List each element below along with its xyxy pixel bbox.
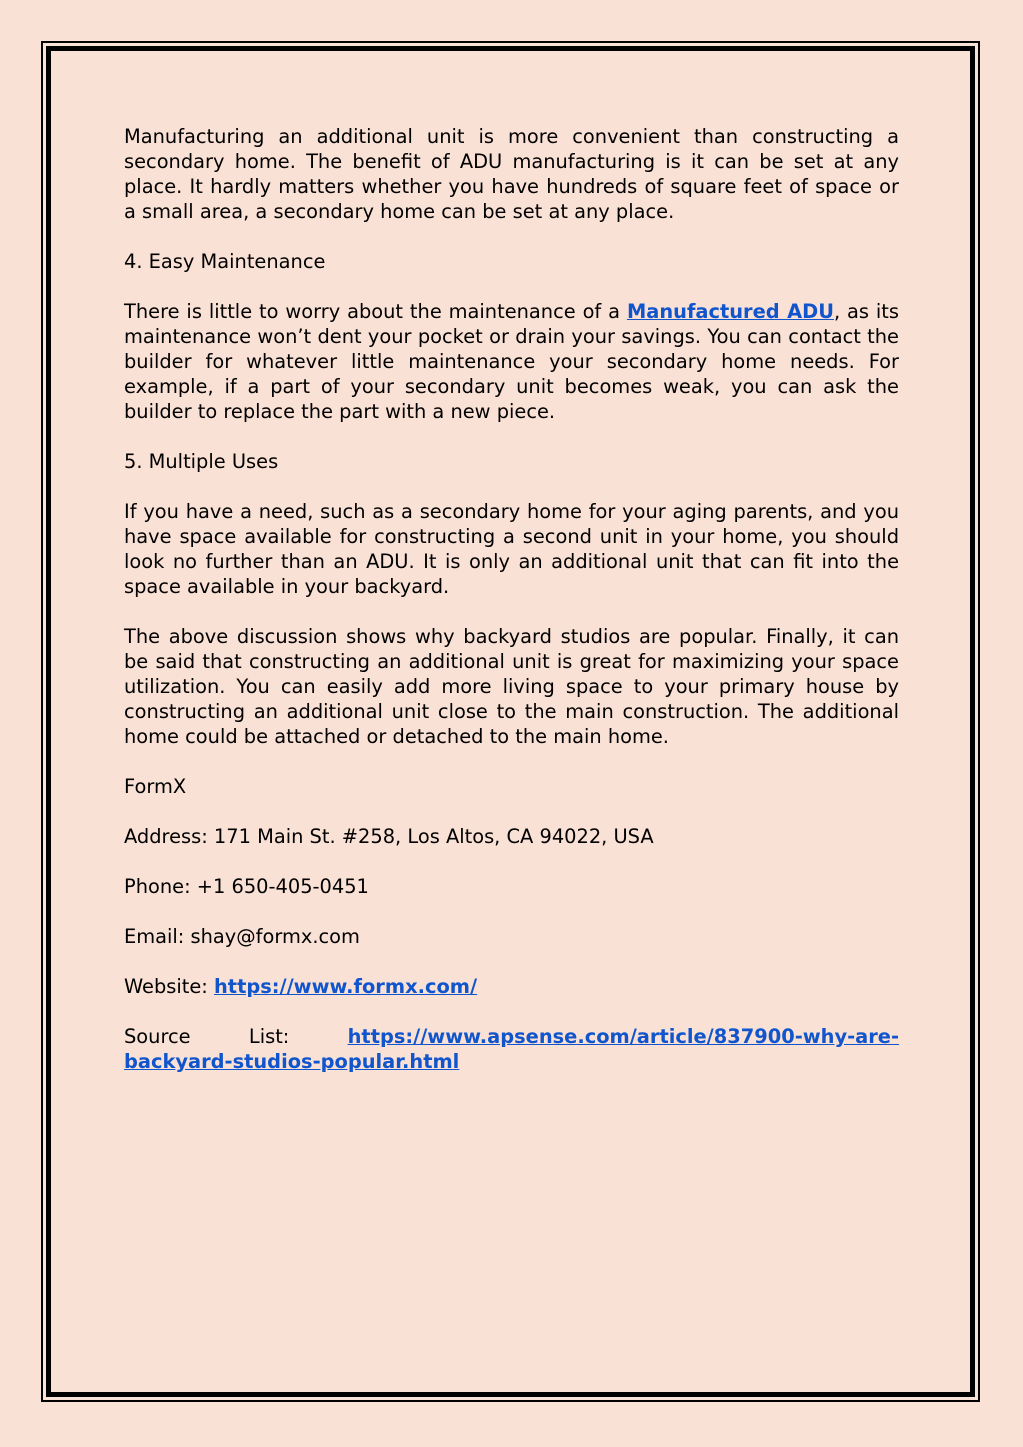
document-body — [124, 124, 899, 1099]
website-label: Website: — [124, 975, 214, 998]
paragraph-conclusion: The above discussion shows why backyard studios are popular. Finally, it can be said that constructing an additional unit is great for maximizing your space utilization. You can easily add more living space to your primary house by constructing an additional unit close to the main construction. The additional home could be attached or detached to the main home. — [124, 625, 899, 748]
contact-website — [124, 974, 899, 999]
contact-email: Email: shay@formx.com — [124, 925, 360, 948]
paragraph-maintenance-text-after: , as its maintenance won’t dent your pocket or drain your savings. You can contact the builder for whatever little maintenance your secondary home needs. For example, if a part of your secondary unit becomes weak, you can ask the builder to replace the part with a new piece. — [124, 300, 900, 423]
heading-multiple-uses: 5. Multiple Uses — [124, 450, 279, 473]
manufactured-adu-link[interactable]: Manufactured ADU — [626, 300, 834, 323]
website-link[interactable]: https://www.formx.com/ — [214, 975, 478, 998]
paragraph-multiple-uses: If you have a need, such as a secondary home for your aging parents, and you have space available for constructing a second unit in your home, you should look no further than an ADU. It is only an additional unit that can fit into the space available in your backyard. — [124, 500, 899, 598]
paragraph-maintenance — [124, 299, 899, 424]
contact-address: Address: 171 Main St. #258, Los Altos, CA 94022, USA — [124, 825, 654, 848]
source-list — [124, 1024, 899, 1074]
heading-easy-maintenance: 4. Easy Maintenance — [124, 250, 326, 273]
company-name: FormX — [124, 775, 187, 798]
contact-phone: Phone: +1 650-405-0451 — [124, 875, 369, 898]
source-list-label: Source List: — [124, 1025, 348, 1048]
source-list-link[interactable]: https://www.apsense.com/article/837900-why-are-backyard-studios-popular.html — [124, 1025, 899, 1073]
paragraph-manufacturing: Manufacturing an additional unit is more convenient than constructing a secondary home. The benefit of ADU manufacturing is it can be set at any place. It hardly matters whether you have hundreds of square feet of space or a small area, a secondary home can be set at any place. — [124, 125, 899, 223]
paragraph-maintenance-text-before: There is little to worry about the maintenance of a — [124, 300, 627, 323]
